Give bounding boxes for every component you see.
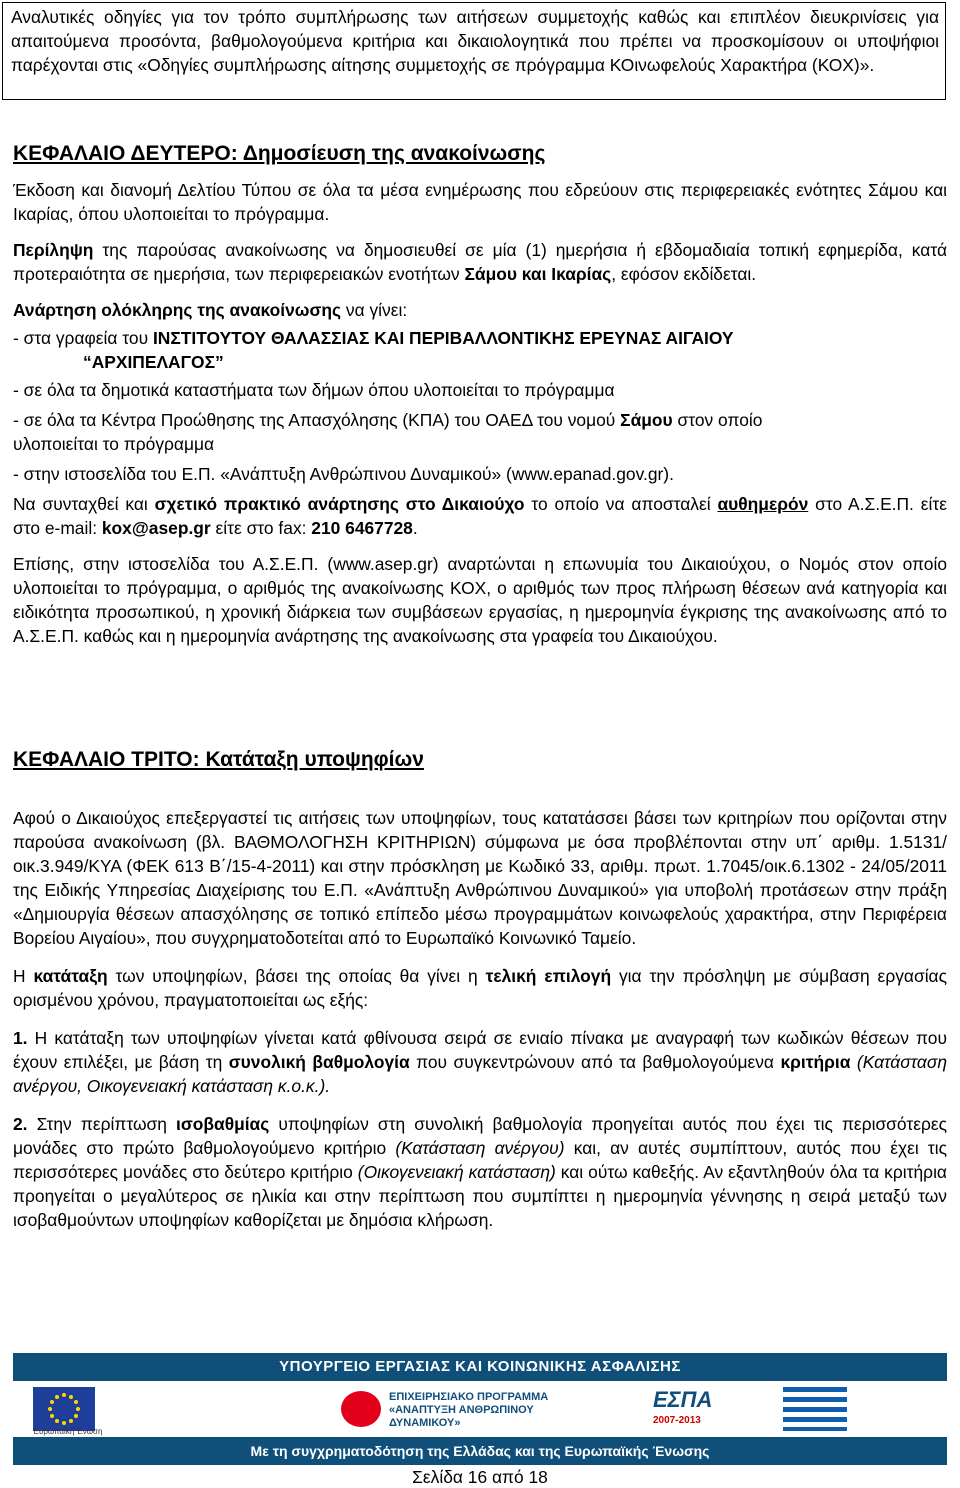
greek-flag-icon bbox=[783, 1387, 847, 1431]
chapter-three-p1: Αφού ο Δικαιούχος επεξεργαστεί τις αιτήσεις των υποψηφίων, τους κατατάσσει βάσει των κριτηρίων που ορίζονται στην παρούσα ανακοίνωση (βλ. ΒΑΘΜΟΛΟΓΗΣΗ ΚΡΙΤΗΡΙΩΝ) σύμφωνα με όσα προβλέπονται στην υπ΄ αριθμ. 1.5131/οικ.3.949/ΚΥΑ (ΦΕΚ 613 Β΄/15-4-2011) και στην πρόσκληση με Κωδικό 33, αριθμ. πρωτ. 1.7045/οικ.6.1302 - 24/05/2011 της Ειδικής Υπηρεσίας Διαχείρισης του Ε.Π. «Ανάπτυξη Ανθρώπινου Δυναμικού» για υποβολή προτάσεων στην πράξη «Δημιουργία θέσεων απασχόλησης σε τοπικό επίπεδο μέσω προγραμμάτων κοινωφελούς χαρακτήρα, στην Περιφέρεια Βορείου Αιγαίου», που συγχρηματοδοτείται από το Ευρωπαϊκό Κοινωνικό Ταμείο. bbox=[13, 808, 947, 948]
list-item: - στην ιστοσελίδα του Ε.Π. «Ανάπτυξη Ανθρώπινου Δυναμικού» (www.epanad.gov.gr). bbox=[13, 464, 674, 484]
funding-banner bbox=[13, 1353, 947, 1465]
operational-programme-logo bbox=[333, 1387, 593, 1431]
intro-text: Αναλυτικές οδηγίες για τον τρόπο συμπλήρωσης των αιτήσεων συμμετοχής καθώς και επιπλέον διευκρινίσεις για απαιτούμενα προσόντα, βαθμολογούμενα κριτήρια και δικαιολογητικά που πρέπει να προσκομίσουν οι υποψήφιοι παρέχονται στις «Οδηγίες συμπλήρωσης αίτησης συμμετοχής σε πρόγραμμα ΚΟινωφελούς Χαρακτήρα (ΚΟΧ)». bbox=[11, 7, 939, 75]
page-number: Σελίδα 16 από 18 bbox=[412, 1467, 548, 1487]
eu-flag-icon bbox=[33, 1387, 95, 1431]
numbered-item-1: 1. Η κατάταξη των υποψηφίων γίνεται κατά φθίνουσα σειρά σε ενιαίο πίνακα με αναγραφή των κωδικών θέσεων που έχουν επιλέξει, με βάση τη συνολική βαθμολογία που συγκεντρώνουν από τα βαθμολογούμενα κριτήρια (Κατάσταση ανέργου, Οικογενειακή κατάσταση κ.ο.κ.). bbox=[13, 1028, 947, 1096]
programme-line-2: «ΑΝΑΠΤΥΞΗ ΑΝΘΡΩΠΙΝΟΥ ΔΥΝΑΜΙΚΟΥ» bbox=[389, 1404, 534, 1429]
logos-strip bbox=[13, 1381, 947, 1437]
list-item: - στα γραφεία του ΙΝΣΤΙΤΟΥΤΟΥ ΘΑΛΑΣΣΙΑΣ ΚΑΙ ΠΕΡΙΒΑΛΛΟΝΤΙΚΗΣ ΕΡΕΥΝΑΣ ΑΙΓΑΙΟΥ “ΑΡΧΙΠΕΛΑΓΟΣ” bbox=[13, 328, 734, 372]
list-item: - σε όλα τα δημοτικά καταστήματα των δήμων όπου υλοποιείται το πρόγραμμα bbox=[13, 380, 615, 400]
chapter-two-p3: Ανάρτηση ολόκληρης της ανακοίνωσης να γίνει: bbox=[13, 300, 408, 320]
chapter-three bbox=[13, 746, 947, 1232]
chapter-two bbox=[13, 140, 947, 648]
eu-label: Ευρωπαϊκή Ένωση bbox=[33, 1427, 103, 1436]
eu-stars-icon bbox=[33, 1387, 95, 1431]
chapter-three-p2: Η κατάταξη των υποψηφίων, βάσει της οποίας θα γίνει η τελική επιλογή για την πρόσληψη με σύμβαση εργασίας ορισμένου χρόνου, πραγματοποιείται ως εξής: bbox=[13, 966, 947, 1010]
programme-badge-icon bbox=[341, 1391, 381, 1427]
chapter-two-p5: Επίσης, στην ιστοσελίδα του Α.Σ.Ε.Π. (www.asep.gr) αναρτώνται η επωνυμία του Δικαιούχου, ο Νομός στον οποίο υλοποιείται το πρόγραμμα, ο αριθμός της ανακοίνωσης ΚΟΧ, ο αριθμός των προς πλήρωση θέσεων ανά κατηγορία και ειδικότητα προσωπικού, η χρονική διάρκεια των συμβάσεων εργασίας, η ημερομηνία έγκρισης της ανακοίνωσης από το Α.Σ.Ε.Π. καθώς και η ημερομηνία ανάρτησης της ανακοίνωσης στα γραφεία του Δικαιούχου. bbox=[13, 554, 947, 646]
ministry-title: ΥΠΟΥΡΓΕΙΟ ΕΡΓΑΣΙΑΣ ΚΑΙ ΚΟΙΝΩΝΙΚΗΣ ΑΣΦΑΛΙΣΗΣ bbox=[13, 1353, 947, 1381]
list-item: - σε όλα τα Κέντρα Προώθησης της Απασχόλησης (ΚΠΑ) του ΟΑΕΔ του νομού Σάμου στον οποίο υλοποιείται το πρόγραμμα bbox=[13, 410, 763, 454]
numbered-item-2: 2. Στην περίπτωση ισοβαθμίας υποψηφίων στη συνολική βαθμολογία προηγείται αυτός που έχει τις περισσότερες μονάδες στο πρώτο βαθμολογούμενο κριτήριο (Κατάσταση ανέργου) και, αν αυτές συμπίπτουν, αυτός που έχει τις περισσότερες μονάδες στο δεύτερο κριτήριο (Οικογενειακή κατάσταση) και ούτω καθεξής. Αν εξαντληθούν όλα τα κριτήρια προηγείται ο μεγαλύτερος σε ηλικία και στην περίπτωση που συμπίπτει η ημερομηνία γέννησης η σειρά μεταξύ των ισοβαθμούντων υποψηφίων καθορίζεται με δημόσια κλήρωση. bbox=[13, 1114, 947, 1230]
intro-box bbox=[2, 2, 946, 100]
fax-number: 210 6467728 bbox=[311, 518, 413, 538]
chapter-three-heading: ΚΕΦΑΛΑΙΟ ΤΡΙΤΟ: Κατάταξη υποψηφίων bbox=[13, 748, 424, 771]
email-text: kox@asep.gr bbox=[101, 518, 211, 538]
chapter-two-p1: Έκδοση και διανομή Δελτίου Τύπου σε όλα τα μέσα ενημέρωσης που εδρεύουν στις περιφερειακές ενότητες Σάμου και Ικαρίας, όπου υλοποιείται το πρόγραμμα. bbox=[13, 180, 947, 224]
chapter-two-heading: ΚΕΦΑΛΑΙΟ ΔΕΥΤΕΡΟ: Δημοσίευση της ανακοίνωσης bbox=[13, 142, 546, 165]
chapter-two-p4: Να συνταχθεί και σχετικό πρακτικό ανάρτησης στο Δικαιούχο το οποίο να αποσταλεί αυθημερόν στο Α.Σ.Ε.Π. είτε στο e-mail: kox@asep.gr είτε στο fax: 210 6467728. bbox=[13, 494, 947, 538]
programme-line-1: ΕΠΙΧΕΙΡΗΣΙΑΚΟ ΠΡΟΓΡΑΜΜΑ bbox=[389, 1391, 549, 1403]
espa-logo: ΕΣΠΑ 2007-2013 bbox=[653, 1387, 713, 1426]
chapter-two-p2: Περίληψη της παρούσας ανακοίνωσης να δημοσιευθεί σε μία (1) ημερήσια ή εβδομαδιαία τοπική εφημερίδα, κατά προτεραιότητα σε ημερήσια, των περιφερειακών ενοτήτων Σάμου και Ικαρίας, εφόσον εκδίδεται. bbox=[13, 240, 947, 284]
cofunding-text: Με τη συγχρηματοδότηση της Ελλάδας και της Ευρωπαϊκής Ένωσης bbox=[13, 1437, 947, 1465]
